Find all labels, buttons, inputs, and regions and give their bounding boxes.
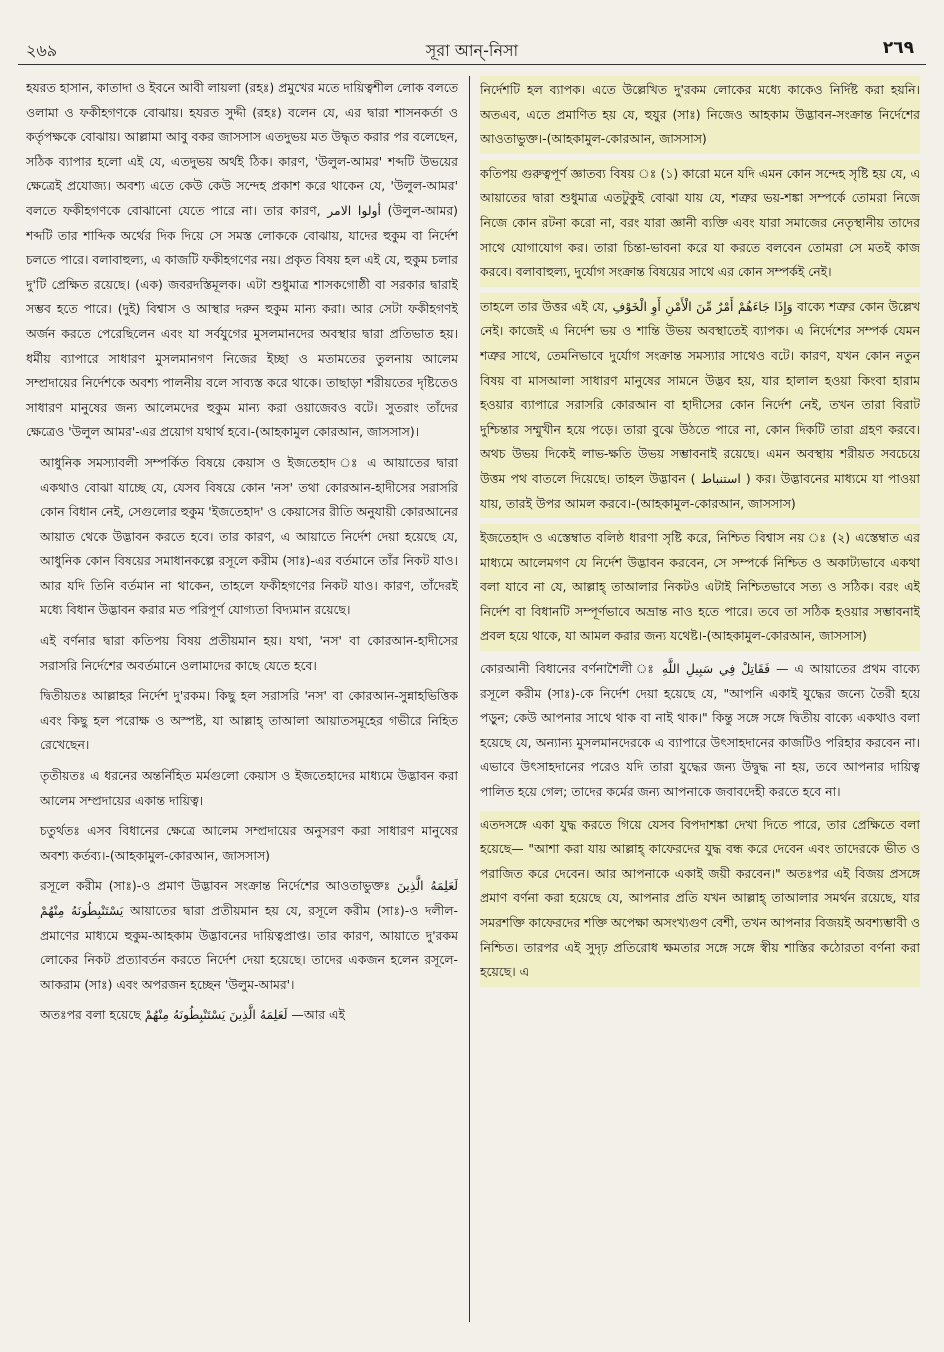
paragraph: তৃতীয়তঃ এ ধরনের অন্তর্নিহিত মর্মগুলো কেয়াস ও ইজতেহাদের মাধ্যমে উদ্ভাবন করা আলেম সম্প্রদায়ের একান্ত দায়িত্ব। (40, 768, 458, 808)
paragraph: ইজতেহাদ ও এস্তেম্বাত বলিষ্ঠ ধারণা সৃষ্টি করে, নিশ্চিত বিশ্বাস নয় ঃ (২) এস্তেম্বাত এর মাধ্যমে আলেমগণ যে নির্দেশ উদ্ভাবন করবেন, সে সম্পর্কে নিশ্চিত ও অকাট্যভাবে একথা বলা যাবে না যে, আল্লাহ্ তাআলার নিকটও এটাই নিশ্চিতভাবে সত্য ও সঠিক। বরং এই নির্দেশ বা বিধানটি সম্পূর্ণভাবে অভ্রান্ত নাও হতে পারে। তবে তা সঠিক হওয়ার সম্ভাবনাই প্রবল হয়ে থাকে, যা আমল করার জন্য যথেষ্ট।-(আহকামুল-কোরআন, জাসসাস) (480, 524, 920, 651)
paragraph: কতিপয় গুরুত্বপূর্ণ জ্ঞাতব্য বিষয় ঃ (১) কারো মনে যদি এমন কোন সন্দেহ সৃষ্টি হয় যে, এ আয়াতের দ্বারা শুধুমাত্র এতটুকুই বোঝা যায় যে, শত্রুর ভয়-শঙ্কা সম্পর্কে তোমরা নিজে নিজে কোন রটনা করো না, বরং যারা জ্ঞানী ব্যক্তি এবং যারা সমাজের নেতৃস্থানীয় তাদের সাথে যোগাযোগ কর। তারা চিন্তা-ভাবনা করে যা করতে বলবেন তোমরা সে মতই কাজ করবে। বলাবাহুল্য, দুর্যোগ সংক্রান্ত বিষয়ের সাথে এর কোন সম্পর্কই নেই। (480, 160, 920, 287)
paragraph: চতুর্থতঃ এসব বিধানের ক্ষেত্রে আলেম সম্প্রদায়ের অনুসরণ করা সাধারণ মানুষের অবশ্য কর্তব্য।-(আহকামুল-কোরআন, জাসসাস) (40, 823, 458, 863)
paragraph: এই বর্ণনার দ্বারা কতিপয় বিষয় প্রতীয়মান হয়। যথা, 'নস' বা কোরআন-হাদীসের সরাসরি নির্দেশের অবর্তমানে ওলামাদের কাছে যেতে হবে। (40, 633, 458, 673)
header-rule (18, 64, 926, 65)
left-column (26, 76, 458, 1332)
paragraph: তাহলে তার উত্তর এই যে, وَإِذَا جَاءَهُمْ أَمْرٌ مِّنَ الْأَمْنِ أَوِ الْخَوْفِ বাক্যে শত্রুর কোন উল্লেখ নেই। কাজেই এ নির্দেশ ভয় ও শান্তি উভয় অবস্থাতেই ব্যাপক। এ নির্দেশের সম্পর্ক যেমন শত্রুর সাথে, তেমনিভাবে দুর্যোগ সংক্রান্ত সমস্যার সাথেও বটে। কারণ, যখন কোন নতুন বিষয় বা মাসআলা সাধারণ মানুষের সামনে উদ্ভব হয়, যার হালাল হওয়া কিংবা হারাম হওয়ার ব্যাপারে সরাসরি কোরআন বা হাদীসের কোন নির্দেশ নেই, তখন তারা বিরাট দুশ্চিন্তার সম্মুখীন হয়ে পড়ে। তারা বুঝে উঠতে পারে না, কোন দিকটি তারা গ্রহণ করবে। অথচ উভয় দিকেই লাভ-ক্ষতি উভয় সম্ভাবনাই রয়েছে। এমন অবস্থায় শরীয়ত সবচেয়ে উত্তম পথ বাতলে দিয়েছে। তাহল উদ্ভাবন ( استنباط ) কর। উদ্ভাবনের মাধ্যমে যা পাওয়া যায়, তারই উপর আমল করবে।-(আহকামুল-কোরআন, জাসসাস) (480, 293, 920, 518)
paragraph: দ্বিতীয়তঃ আল্লাহর নির্দেশ দু'রকম। কিছু হল সরাসরি 'নস' বা কোরআন-সুন্নাহভিত্তিক এবং কিছু হল পরোক্ষ ও অস্পষ্ট, যা আল্লাহ্ তাআলা আয়াতসমূহের গভীরে নিহিত রেখেছেন। (40, 688, 458, 753)
paragraph: আধুনিক সমস্যাবলী সম্পর্কিত বিষয়ে কেয়াস ও ইজতেহাদ ঃ এ আয়াতের দ্বারা একথাও বোঝা যাচ্ছে যে, যেসব বিষয়ে কোন 'নস' তথা কোরআন-হাদীসের সরাসরি কোন বিধান নেই, সেগুলোর হুকুম 'ইজতেহাদ' ও কেয়াসের রীতি অনুযায়ী কোরআনের আয়াত থেকে উদ্ভাবন করতে হবে। তার কারণ, এ আয়াতে নির্দেশ দেয়া হয়েছে যে, আধুনিক কোন বিষয়ের সমাধানকল্পে রসূলে করীম (সাঃ)-এর বর্তমানে তাঁর নিকট যাও। আর যদি তিনি বর্তমান না থাকেন, তাহলে ফকীহগণের নিকট যাও। কারণ, তাঁদেরই মধ্যে বিধান উদ্ভাবন করার মত পরিপূর্ণ যোগ্যতা বিদ্যমান রয়েছে। (40, 454, 458, 618)
surah-title: সূরা আন্-নিসা (425, 41, 519, 60)
page-number-bengali: ২৬৯ (26, 41, 58, 60)
paragraph: নির্দেশটি হল ব্যাপক। এতে উল্লেখিত দু'রকম লোকের মধ্যে কাকেও নির্দিষ্ট করা হয়নি। অতএব, এতে প্রমাণিত হয় যে, হুযুর (সাঃ) নিজেও আহকাম উদ্ভাবন-সংক্রান্ত নির্দেশের আওতাভুক্ত।-(আহকামুল-কোরআন, জাসসাস) (480, 76, 920, 154)
paragraph: রসূলে করীম (সাঃ)-ও প্রমাণ উদ্ভাবন সংক্রান্ত নির্দেশের আওতাভুক্তঃ لَعَلِمَهُ الَّذِينَ يَسْتَنْبِطُونَهُ مِنْهُمْ আয়াতের দ্বারা প্রতীয়মান হয় যে, রসূলে করীম (সাঃ)-ও দলীল-প্রমাণের মাধ্যমে হুকুম-আহকাম উদ্ভাবনের দায়িত্বপ্রাপ্ত। তার কারণ, আয়াতে দু'রকম লোকের নিকট প্রত্যাবর্তন করতে নির্দেশ দেয়া হয়েছে। তাদের একজন হলেন রসূলে-আকরাম (সাঃ) এবং অপরজন হচ্ছেন 'উলুম-আমর'। (40, 878, 458, 992)
paragraph: অতঃপর বলা হয়েছে لَعَلِمَهُ الَّذِينَ يَسْتَنْبِطُونَهُ مِنْهُمْ —আর এই (40, 1007, 345, 1023)
paragraph: এতদসঙ্গে একা যুদ্ধ করতে গিয়ে যেসব বিপদাশঙ্কা দেখা দিতে পারে, তার প্রেক্ষিতে বলা হয়েছে— "আশা করা যায় আল্লাহ্ কাফেরদের যুদ্ধ বন্ধ করে দেবেন এবং তাদেরকে ভীত ও পরাজিত করে দেবেন। আর আপনাকে একাই জয়ী করবেন।" অতঃপর এই বিজয় প্রসঙ্গে প্রমাণ বর্ণনা করা হয়েছে যে, আপনার প্রতি যখন আল্লাহ্ তাআলার সমর্থন রয়েছে, যার সমরশক্তি কাফেরদের শক্তি অপেক্ষা অসংখ্যগুণ বেশী, তখন আপনার বিজয়ই অবশ্যম্ভাবী ও নিশ্চিত। তারপর এই সুদৃঢ় প্রতিরোধ ক্ষমতার সঙ্গে সঙ্গে স্বীয় শাস্তির কঠোরতা বর্ণনা করা হয়েছে। এ (480, 811, 920, 987)
page-number-arabic: ۲٦٩ (882, 38, 914, 58)
paragraph: হযরত হাসান, কাতাদা ও ইবনে আবী লায়লা (রহঃ) প্রমুখের মতে দায়িত্বশীল লোক বলতে ওলামা ও ফকীহগণকে বোঝায়। হযরত সুদ্দী (রহঃ) বলেন যে, এর দ্বারা শাসনকর্তা ও কর্তৃপক্ষকে বোঝায়। আল্লামা আবু বকর জাসসাস এতদুভয় মত উদ্ধৃত করার পর বলেছেন, সঠিক ব্যাপার হলো এই যে, এতদুভয় অর্থই ঠিক। কারণ, 'উলুল-আমর' শব্দটি উভয়ের ক্ষেত্রেই প্রযোজ্য। অবশ্য এতে কেউ কেউ সন্দেহ প্রকাশ করে থাকেন যে, 'উলুল-আমর' বলতে ফকীহগণকে বোঝানো যেতে পারে না। তার কারণ, أولوا الامر (উলুল-আমর) শব্দটি তার শাব্দিক অর্থের দিক দিয়ে সে সমস্ত লোককে বোঝায়, যাদের হুকুম বা নির্দেশ চলতে পারে। বলাবাহুল্য, এ কাজটি ফকীহগণের নয়। প্রকৃত বিষয় হল এই যে, হুকুম চলার দু'টি প্রেক্ষিত রয়েছে। (এক) জবরদস্তিমূলক। এটা শুধুমাত্র শাসকগোষ্ঠী বা সরকার দ্বারাই সম্ভব হতে পারে। (দুই) বিশ্বাস ও আস্থার দরুন হুকুম মান্য করা। আর সেটা ফকীহগণই অর্জন করতে পেরেছিলেন এবং যা সর্বযুগের মুসলমানদের অবস্থার দ্বারা প্রতিভাত হয়। ধর্মীয় ব্যাপারে সাধারণ মুসলমানগণ নিজের ইচ্ছা ও মতামতের তুলনায় আলেম সম্প্রদায়ের নির্দেশকে অবশ্য পালনীয় বলে সাব্যস্ত করে থাকে। তাছাড়া শরীয়তের দৃষ্টিতেও সাধারণ মানুষের জন্য আলেমদের হুকুম মান্য করা ওয়াজেবও বটে। সুতরাং তাঁদের ক্ষেত্রেও 'উলুল আমর'-এর প্রয়োগ যথার্থ হবে।-(আহকামুল কোরআন, জাসসাস)। (26, 80, 458, 440)
right-column (480, 76, 920, 1332)
column-divider (469, 76, 470, 1322)
page-header (18, 30, 926, 62)
paragraph: কোরআনী বিধানের বর্ণনাশৈলী ঃ فَقَاتِلْ فِي سَبِيلِ اللَّهِ — এ আয়াতের প্রথম বাক্যে রসূলে করীম (সাঃ)-কে নির্দেশ দেয়া হয়েছে যে, "আপনি একাই যুদ্ধের জন্যে তৈরী হয়ে পড়ুন; কেউ আপনার সাথে থাক বা নাই থাক।" কিন্তু সঙ্গে সঙ্গে দ্বিতীয় বাক্যে একথাও বলা হয়েছে যে, অন্যান্য মুসলমানদেরকে এ ব্যাপারে উৎসাহদানের কাজটিও পরিহার করবেন না। এভাবে উৎসাহদানের পরেও যদি তারা যুদ্ধের জন্য উদ্বুদ্ধ না হয়, তবে আপনার দায়িত্ব পালিত হয়ে গেল; তাদের কর্মের জন্য আপনাকে জবাবদেহী করতে হবে না। (480, 661, 920, 800)
